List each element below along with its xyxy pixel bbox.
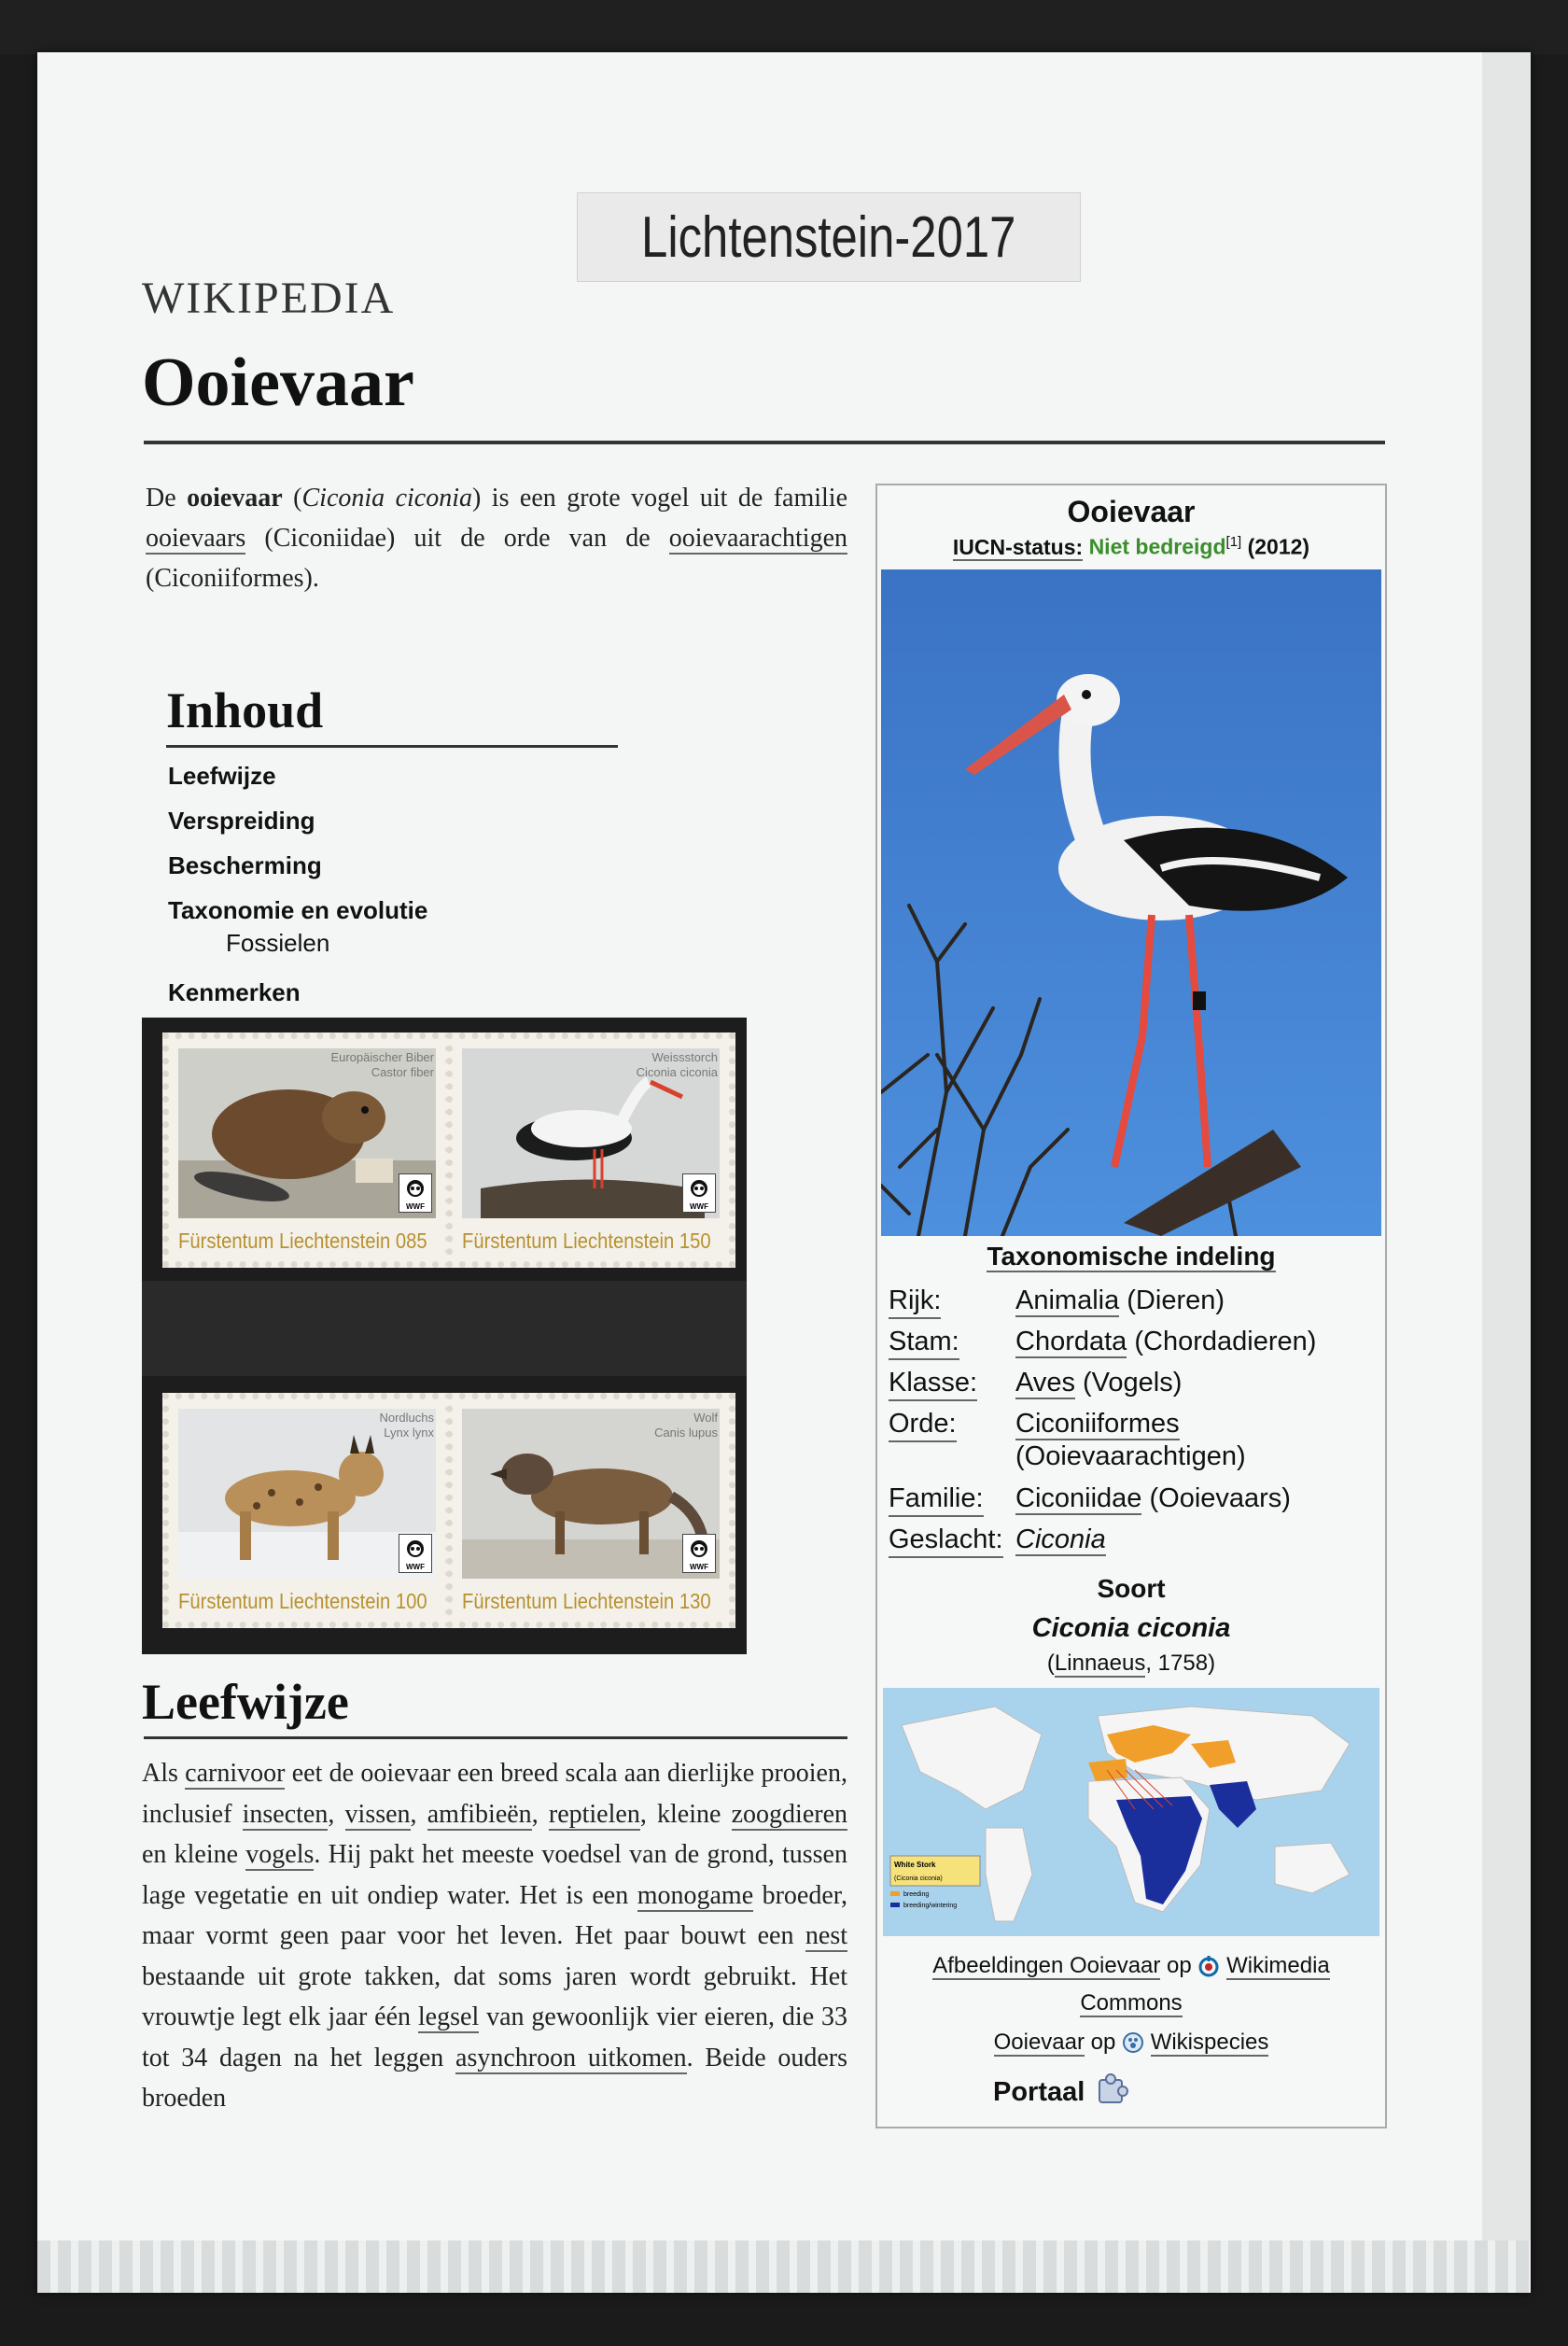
link-vogels[interactable]: vogels [245, 1840, 315, 1869]
infobox [875, 484, 1387, 2128]
wwf-panda-icon [682, 1534, 716, 1573]
stamp-stork [446, 1033, 735, 1268]
stamp-lynx [162, 1393, 452, 1628]
iucn-year: (2012) [1247, 534, 1310, 559]
link-wikispecies[interactable]: Wikispecies [1150, 2030, 1269, 2055]
taxo-value-link[interactable]: Ciconiiformes [1015, 1409, 1180, 1439]
stamp-species-label [379, 1411, 434, 1440]
link-wikimedia[interactable]: Wikimedia [1226, 1953, 1330, 1978]
binder-top [0, 0, 1568, 54]
stamp-common-name: Weissstorch [651, 1050, 718, 1064]
taxo-label[interactable]: Geslacht: [889, 1524, 1003, 1558]
link-nest[interactable]: nest [805, 1921, 847, 1950]
body-text: en kleine [142, 1840, 246, 1869]
map-legend-subtitle: (Ciconia ciconia) [894, 1875, 943, 1882]
taxo-label[interactable]: Stam: [889, 1326, 959, 1360]
body-text: , [328, 1799, 345, 1829]
link-vissen[interactable]: vissen [344, 1799, 411, 1829]
toc-item-verspreiding[interactable]: Verspreiding [168, 807, 315, 835]
soort-header: Soort [1097, 1574, 1166, 1603]
taxonomy-header [877, 1242, 1385, 1271]
stamp-common-name: Europäischer Biber [330, 1050, 434, 1064]
taxo-value-note: (Chordadieren) [1127, 1327, 1317, 1356]
taxonomy-header-link[interactable]: Taxonomische indeling [987, 1242, 1276, 1271]
map-legend-title: White Stork [894, 1861, 936, 1869]
stamp-caption: Fürstentum Liechtenstein 100 [178, 1589, 427, 1613]
body-text: , [531, 1799, 549, 1829]
stamp-common-name: Wolf [693, 1411, 718, 1425]
link-linnaeus[interactable]: Linnaeus [1054, 1651, 1146, 1676]
map-legend-wintering: breeding/wintering [903, 1903, 958, 1909]
taxo-value-note: (Ooievaars) [1141, 1483, 1291, 1513]
link-separator: op [1160, 1953, 1198, 1978]
wwf-panda-icon [399, 1534, 432, 1573]
link-zoogdieren[interactable]: zoogdieren [731, 1799, 848, 1829]
toc-item-taxonomie[interactable]: Taxonomie en evolutie [168, 896, 428, 924]
body-text: Als [142, 1759, 186, 1788]
portal-puzzle-icon [1092, 2077, 1129, 2107]
commons-link-line [877, 1953, 1385, 1979]
link-amfibieen[interactable]: amfibieën [427, 1799, 532, 1829]
stamp-caption: Fürstentum Liechtenstein 085 [178, 1229, 427, 1253]
wikispecies-link-line [877, 2030, 1385, 2056]
distribution-map[interactable] [883, 1688, 1379, 1936]
wwf-panda-icon [399, 1173, 432, 1213]
wwf-label: WWF [406, 1563, 425, 1571]
link-monogame[interactable]: monogame [637, 1880, 754, 1910]
link-commons[interactable]: Commons [1080, 1990, 1183, 2016]
sheet-edge [1482, 52, 1531, 2293]
sheet-bottom-strip [37, 2241, 1531, 2293]
stamp-latin-name: Castor fiber [371, 1065, 434, 1079]
link-separator: op [1084, 2030, 1123, 2055]
link-reptielen[interactable]: reptielen [548, 1799, 640, 1829]
page-title: Ooievaar [142, 344, 414, 421]
link-carnivoor[interactable]: carnivoor [185, 1759, 286, 1788]
stamp-wolf [446, 1393, 735, 1628]
stamp-species-label [330, 1050, 434, 1080]
taxo-label[interactable]: Rijk: [889, 1285, 941, 1319]
toc-divider [166, 745, 618, 748]
toc-item-fossielen[interactable]: Fossielen [226, 929, 330, 957]
link-ooievaars[interactable]: ooievaars [146, 524, 246, 553]
intro-paragraph [146, 478, 847, 598]
taxo-value-link[interactable]: Aves [1015, 1368, 1075, 1398]
authority-text: ( [1046, 1651, 1055, 1676]
taxo-value-link[interactable]: Ciconiidae [1015, 1483, 1142, 1513]
link-afbeeldingen[interactable]: Afbeeldingen Ooievaar [932, 1953, 1161, 1978]
link-ooievaar-wikispecies[interactable]: Ooievaar [993, 2030, 1085, 2055]
body-text: bestaande uit grote takken, dat soms jaren wordt gebruikt. Het vrouwtje legt elk jaar één [142, 1961, 847, 2031]
intro-scientific-name: Ciconia ciconia [301, 484, 473, 513]
link-ooievaarachtigen[interactable]: ooievaarachtigen [668, 524, 847, 553]
taxo-label[interactable]: Klasse: [889, 1367, 977, 1401]
toc-item-leefwijze[interactable]: Leefwijze [168, 762, 276, 790]
toc-title: Inhoud [166, 682, 324, 738]
album-label [577, 192, 1081, 282]
stamp-mount [142, 1018, 747, 1654]
link-insecten[interactable]: insecten [242, 1799, 329, 1829]
taxo-value-note: (Ooievaarachtigen) [1015, 1441, 1246, 1471]
body-text: . Beide ouders broeden [142, 2043, 848, 2113]
taxo-value-link[interactable]: Ciconia [1015, 1524, 1106, 1554]
intro-text: ) is een grote vogel uit de familie [472, 484, 847, 513]
body-text: . Hij pakt het meeste voedsel van de grond, tussen lage vegetatie en uit ondiep water. Het is een [142, 1840, 847, 1910]
stamp-species-label [637, 1050, 718, 1080]
authority-text: , 1758) [1145, 1651, 1216, 1676]
album-label-text: Lichtenstein-2017 [641, 204, 1016, 270]
taxo-value-note: (Dieren) [1119, 1285, 1225, 1315]
stamp-mount-band [142, 1281, 747, 1376]
taxo-label[interactable]: Orde: [889, 1408, 957, 1442]
stamp-beaver [162, 1033, 452, 1268]
body-text: broeder, maar vormt geen paar voor het leven. Het paar bouwt een [142, 1880, 847, 1950]
stamp-common-name: Nordluchs [379, 1411, 434, 1425]
taxo-value-note: (Vogels) [1074, 1368, 1183, 1398]
body-text: , kleine [639, 1799, 732, 1829]
species-name: Ciconia ciconia [1031, 1613, 1231, 1643]
section-title-leefwijze: Leefwijze [142, 1674, 349, 1730]
stamp-caption: Fürstentum Liechtenstein 130 [462, 1589, 711, 1613]
toc-item-bescherming[interactable]: Bescherming [168, 851, 322, 879]
commons-link-line-2 [877, 1990, 1385, 2016]
toc-item-kenmerken[interactable]: Kenmerken [168, 978, 301, 1006]
taxo-value-link[interactable]: Chordata [1015, 1327, 1127, 1356]
portal-link[interactable] [993, 2072, 1129, 2110]
intro-bold-term: ooievaar [187, 484, 283, 513]
intro-text: (Ciconiidae) uit de orde van de [245, 524, 669, 553]
infobox-title: Ooievaar [1067, 495, 1196, 528]
taxo-label[interactable]: Familie: [889, 1482, 984, 1517]
stork-photo[interactable] [881, 569, 1381, 1236]
wikispecies-icon [1122, 2030, 1144, 2055]
stamp-latin-name: Lynx lynx [384, 1426, 434, 1440]
link-asynchroon-uitkomen[interactable]: asynchroon uitkomen [455, 2043, 687, 2072]
intro-text: ( [282, 484, 302, 513]
wwf-label: WWF [690, 1563, 708, 1571]
title-divider [144, 441, 1385, 444]
wikipedia-logo: WIKIPEDIA [142, 274, 396, 323]
body-text: eet de ooievaar een breed scala aan dierlijke prooien, inclusief [142, 1759, 847, 1829]
body-text: van gewoonlijk vier eieren, die 33 tot 34 dagen na het leggen [142, 2002, 847, 2072]
stamp-latin-name: Ciconia ciconia [636, 1065, 718, 1079]
wikimedia-commons-icon [1197, 1953, 1220, 1978]
body-text: , [410, 1799, 427, 1829]
iucn-status-value[interactable]: Niet bedreigd [1088, 534, 1226, 559]
map-legend-breeding: breeding [903, 1891, 930, 1898]
stamp-caption: Fürstentum Liechtenstein 150 [462, 1229, 711, 1253]
stamp-latin-name: Canis lupus [654, 1426, 718, 1440]
taxo-value-link[interactable]: Animalia [1015, 1285, 1120, 1315]
iucn-reference[interactable]: [1] [1225, 534, 1242, 550]
wwf-label: WWF [406, 1202, 425, 1211]
wwf-label: WWF [690, 1202, 708, 1211]
iucn-status-link[interactable]: IUCN-status: [952, 534, 1084, 559]
intro-text: De [146, 484, 188, 513]
stamp-species-label [654, 1411, 718, 1440]
iucn-status [877, 534, 1385, 560]
leefwijze-paragraph [142, 1753, 847, 2119]
wwf-panda-icon [682, 1173, 716, 1213]
link-legsel[interactable]: legsel [417, 2002, 480, 2031]
species-authority [877, 1651, 1385, 1677]
section-divider [144, 1736, 847, 1739]
intro-text: (Ciconiiformes). [146, 564, 319, 593]
portal-label: Portaal [993, 2077, 1085, 2107]
